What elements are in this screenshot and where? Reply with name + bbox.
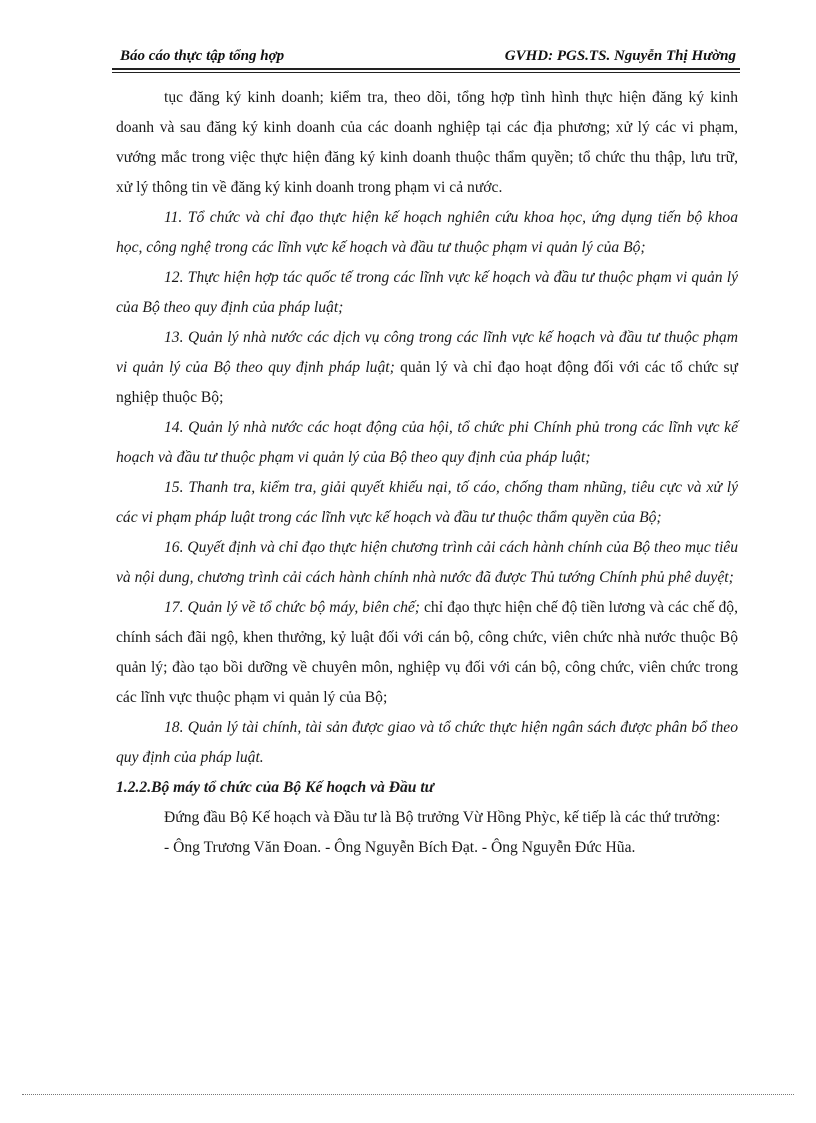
item-17-rest: chỉ đạo thực hiện chế độ tiền lương và các chế độ, chính sách đãi ngộ, khen thưởng, kỷ luật đối với cán bộ, công chức, viên chức nhà nước thuộc Bộ quản lý; đào tạo bồi dưỡng về chuyên môn, nghiệp vụ đối với cán bộ, công chức, viên chức trong các lĩnh vực thuộc phạm vi quản lý của Bộ;: [116, 599, 738, 706]
paragraph-item-15: 15. Thanh tra, kiểm tra, giải quyết khiếu nại, tố cáo, chống tham nhũng, tiêu cực và xử lý các vi phạm pháp luật trong các lĩnh vực kế hoạch và đầu tư thuộc thẩm quyền của Bộ;: [116, 479, 738, 526]
paragraph-item-18: 18. Quản lý tài chính, tài sản được giao và tổ chức thực hiện ngân sách được phân bổ theo quy định của pháp luật.: [116, 719, 738, 766]
item-17-italic: 17. Quản lý về tổ chức bộ máy, biên chế;: [164, 599, 420, 616]
header-report-title: Báo cáo thực tập tổng hợp: [120, 48, 285, 64]
page-body: [116, 83, 738, 863]
page-header: [112, 44, 740, 70]
footer-dotted-rule: [22, 1094, 794, 1095]
paragraph-continuation: tục đăng ký kinh doanh; kiểm tra, theo dõi, tổng hợp tình hình thực hiện đăng ký kinh doanh và sau đăng ký kinh doanh của các doanh nghiệp tại các địa phương; xử lý các vi phạm, vướng mắc trong việc thực hiện đăng ký kinh doanh thuộc thẩm quyền; tổ chức thu thập, lưu trữ, xử lý thông tin về đăng ký kinh doanh trong phạm vi cả nước.: [116, 89, 738, 196]
paragraph-item-11: 11. Tổ chức và chỉ đạo thực hiện kế hoạch nghiên cứu khoa học, ứng dụng tiến bộ khoa học, công nghệ trong các lĩnh vực kế hoạch và đầu tư thuộc phạm vi quản lý của Bộ;: [116, 209, 738, 256]
paragraph-leadership: Đứng đầu Bộ Kế hoạch và Đầu tư là Bộ trưởng Vừ Hồng Phỳc, kế tiếp là các thứ trưởng:: [164, 809, 721, 826]
paragraph-item-17: [116, 593, 738, 713]
paragraph-item-13: [116, 323, 738, 413]
header-rule-thin: [112, 72, 740, 73]
item-13-italic: 13. Quản lý nhà nước các dịch vụ công trong các lĩnh vực kế hoạch và đầu tư thuộc phạm vi quản lý của Bộ theo quy định pháp luật;: [116, 329, 738, 376]
paragraph-deputy-list: - Ông Trương Văn Đoan. - Ông Nguyễn Bích Đạt. - Ông Nguyễn Đức Hũa.: [164, 839, 636, 856]
paragraph-item-14: 14. Quản lý nhà nước các hoạt động của hội, tổ chức phi Chính phủ trong các lĩnh vực kế hoạch và đầu tư thuộc phạm vi quản lý của Bộ theo quy định của pháp luật;: [116, 419, 738, 466]
header-rule: [112, 68, 740, 70]
header-supervisor: GVHD: PGS.TS. Nguyễn Thị Hường: [504, 48, 736, 64]
paragraph-item-16: 16. Quyết định và chỉ đạo thực hiện chương trình cải cách hành chính của Bộ theo mục tiêu và nội dung, chương trình cải cách hành chính nhà nước đã được Thủ tướng Chính phủ phê duyệt;: [116, 539, 739, 586]
paragraph-item-12: 12. Thực hiện hợp tác quốc tế trong các lĩnh vực kế hoạch và đầu tư thuộc phạm vi quản lý của Bộ theo quy định của pháp luật;: [116, 269, 738, 316]
item-13-rest: quản lý và chỉ đạo hoạt động đối với các tổ chức sự nghiệp thuộc Bộ;: [116, 359, 739, 406]
section-heading: 1.2.2.Bộ máy tổ chức của Bộ Kế hoạch và Đầu tư: [116, 779, 434, 796]
